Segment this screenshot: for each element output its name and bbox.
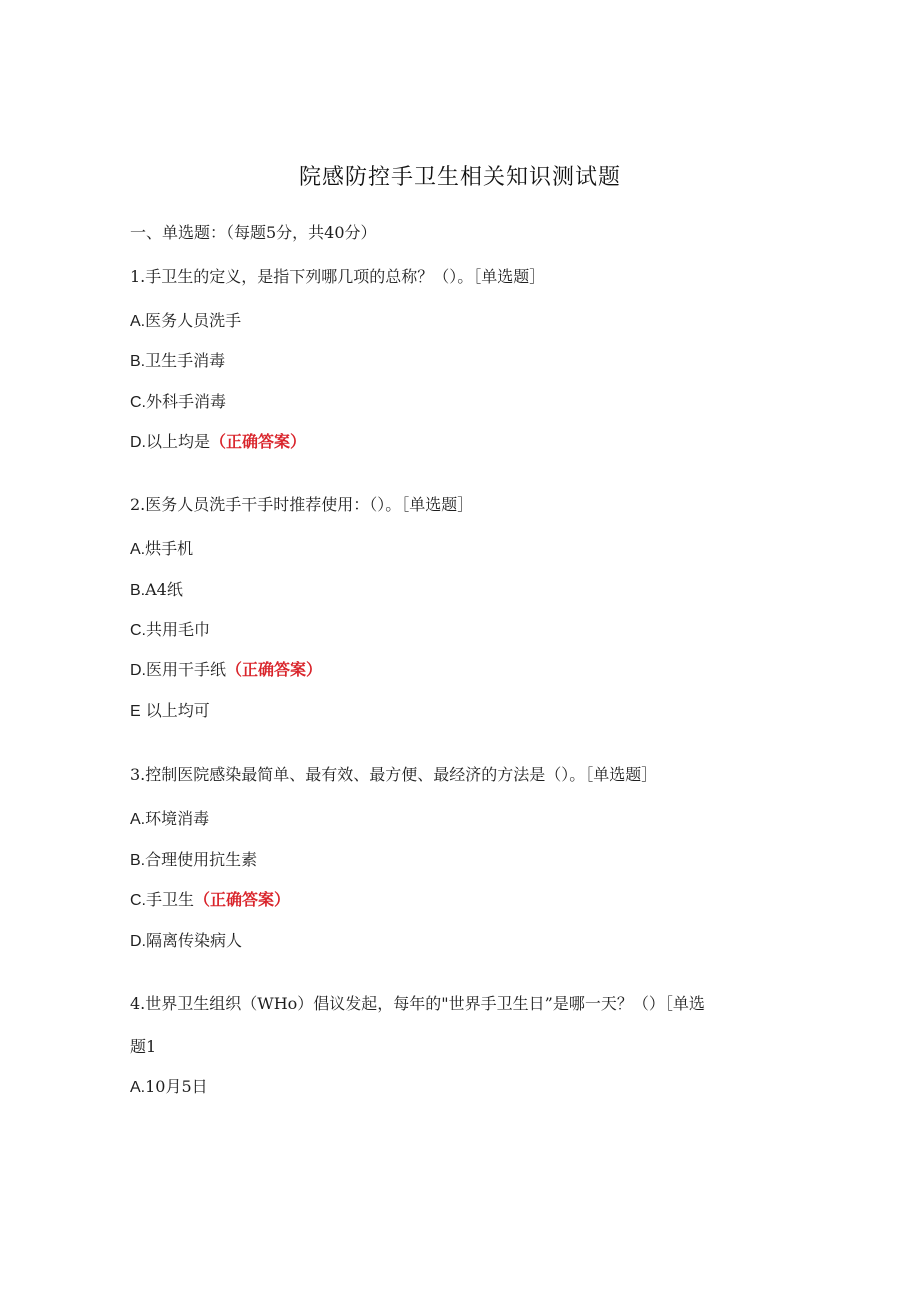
question-4-option-a [130,1074,208,1097]
question-2-option-a [130,536,193,559]
option-text: 手卫生 [146,890,195,909]
question-2-option-b [130,577,183,600]
option-letter: A. [130,313,146,330]
option-text: 卫生手消毒 [145,351,226,370]
option-text: 隔离传染病人 [146,931,243,950]
option-letter: A. [130,811,146,828]
question-2-stem: 2.医务人员洗手干手时推荐使用：（）。［单选题］ [130,495,474,514]
option-text: 以上均可 [145,701,210,720]
correct-answer-mark: （正确答案） [194,890,291,909]
option-text: 外科手消毒 [146,392,227,411]
option-text: 环境消毒 [145,809,210,828]
question-4-stem: 4.世界卫生组织（WHo）倡议发起，每年的"世界手卫生日”是哪一天？（）［单选 [130,994,705,1013]
option-text: 医用干手纸 [146,660,227,679]
question-4-stem-continued: 题1 [130,1037,157,1056]
correct-answer-mark: （正确答案） [226,660,323,679]
option-letter: A. [130,1079,146,1096]
section-heading: 一、单选题：（每题5分，共40分） [130,223,377,242]
correct-answer-mark: （正确答案） [210,432,307,451]
question-2-option-c [130,617,210,640]
option-letter: D. [130,434,146,451]
option-letter: E [130,703,141,720]
question-1-option-a [130,308,241,331]
option-text: A4纸 [145,580,183,599]
option-letter: C. [130,892,146,909]
option-letter: D. [130,933,146,950]
option-text: 烘手机 [145,539,194,558]
question-2-option-e [130,698,210,721]
option-letter: B. [130,852,146,869]
option-text: 共用毛巾 [146,620,211,639]
question-3-option-d [130,928,242,951]
option-text: 医务人员洗手 [145,311,242,330]
option-text: 合理使用抗生素 [145,850,258,869]
option-letter: C. [130,394,146,411]
question-1-option-d [130,429,306,452]
question-1-stem: 1.手卫生的定义，是指下列哪几项的总称？（）。［单选题］ [130,267,546,286]
question-3-option-c [130,887,290,910]
question-1-option-b [130,348,225,371]
question-3-stem: 3.控制医院感染最简单、最有效、最方便、最经济的方法是（）。［单选题］ [130,765,658,784]
option-letter: A. [130,541,146,558]
question-1-option-c [130,389,226,412]
option-letter: C. [130,622,146,639]
option-letter: B. [130,353,146,370]
document-title: 院感防控手卫生相关知识测试题 [298,165,621,190]
option-text: 以上均是 [146,432,211,451]
option-text: 10月5日 [145,1077,208,1096]
question-2-option-d [130,657,322,680]
question-3-option-b [130,847,257,870]
option-letter: B. [130,582,146,599]
option-letter: D. [130,662,146,679]
question-3-option-a [130,806,209,829]
